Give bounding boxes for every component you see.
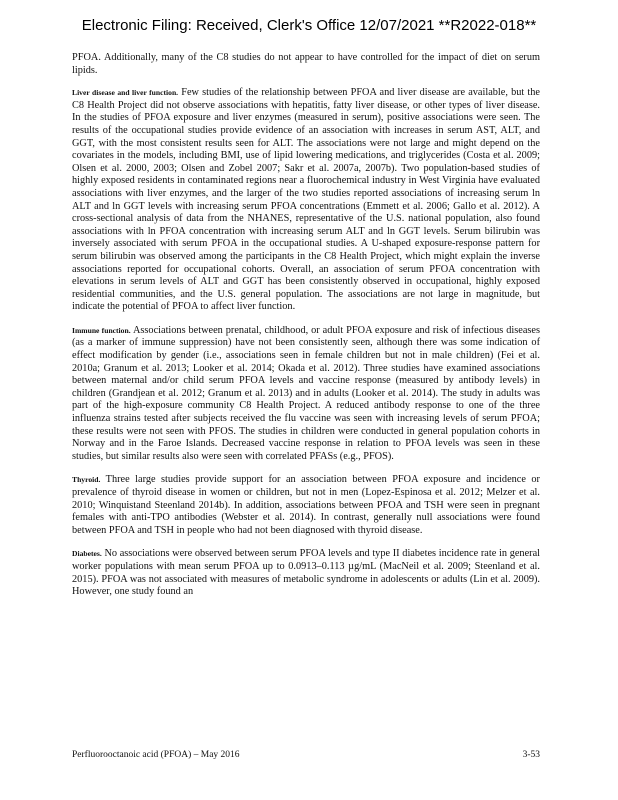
paragraph-text: Few studies of the relationship between PFOA and liver disease are available, but the C8 Health Project did not observe associations with hepatitis, fatty liver disease, or other types of liver disease. In the studies of PFOA exposure and liver enzymes (measured in serum), positive associations were seen. The results of the occupational studies provide evidence of an association with increases in serum AST, ALT, and GGT, with the most consistent results seen for ALT. The associations were not large and might depend on the covariates in the models, including BMI, use of lipid lowering medications, and triglycerides (Costa et al. 2009; Olsen et al. 2000, 2003; Olsen and Zobel 2007; Sakr et al. 2007a, 2007b). Two population-based studies of highly exposed residents in contaminated regions near a fluorochemical industry in West Virginia have evaluated associations with liver enzymes, and the larger of the two studies reported associations of increasing serum ln ALT and ln GGT levels with increasing serum PFOA concentrations (Emmett et al. 2006; Gallo et al. 2012). A cross-sectional analysis of data from the NHANES, representative of the U.S. national population, also found associations with ln PFOA concentration with increasing serum ALT and ln GGT levels. Serum bilirubin was inversely associated with serum PFOA in the occupational studies. A U-shaped exposure-response pattern for serum bilirubin was observed among the participants in the C8 Health Project, which might explain the inverse associations reported for occupational cohorts. Overall, an association of serum PFOA concentration with elevations in serum levels of ALT and GGT has been consistently observed in occupational, highly exposed residential communities, and the U.S. general population. The associations are not large in magnitude, but indicate the potential of PFOA to affect liver function.: [72, 87, 540, 313]
section-heading-immune: Immune function.: [72, 325, 131, 335]
paragraph-text: No associations were observed between serum PFOA levels and type II diabetes incidence rate in general worker populations with mean serum PFOA up to 0.0913–0.113 µg/mL (MacNeil et al. 2009; Steenland et al. 2015). PFOA was not associated with measures of metabolic syndrome in adolescents or adults (Lin et al. 2009). However, one study found an: [72, 548, 540, 598]
filing-header: Electronic Filing: Received, Clerk's Office 12/07/2021 **R2022-018**: [81, 17, 537, 34]
paragraph-immune: [72, 325, 540, 464]
paragraph-diabetes: [72, 548, 540, 598]
paragraph-thyroid: [72, 474, 540, 537]
section-heading-liver: Liver disease and liver function.: [72, 88, 179, 98]
paragraph-liver: [72, 87, 540, 314]
paragraph-text: PFOA. Additionally, many of the C8 studies do not appear to have controlled for the impact of diet on serum lipids.: [72, 52, 540, 76]
section-heading-thyroid: Thyroid.: [72, 475, 101, 485]
paragraph-text: Three large studies provide support for an association between PFOA exposure and incidence or prevalence of thyroid disease in women or children, but not in men (Lopez-Espinosa et al. 2012; Melzer et al. 2010; Winquistand Steenland 2014b). In addition, associations between PFOA and TSH were seen in pregnant females with anti-TPO antibodies (Webster et al. 2014). In contrast, generally null associations were found between PFOA and TSH in people who had not been diagnosed with thyroid disease.: [72, 474, 540, 536]
paragraph-diet: [72, 52, 540, 77]
paragraph-text: Associations between prenatal, childhood, or adult PFOA exposure and risk of infectious diseases (as a marker of immune suppression) have not been consistently seen, although there was some indication of effect modification by gender (i.e., associations seen in female children but not in male children) (Fei et al. 2010a; Granum et al. 2013; Looker et al. 2014; Okada et al. 2012). Three studies have examined associations between maternal and/or child serum PFOA levels and vaccine response (measured by antibody levels) in children (Grandjean et al. 2012; Granum et al. 2013) and in adults (Looker et al. 2014). The study in adults was part of the high-exposure community C8 Health Project. A reduced antibody response to one of the three influenza strains tested after subjects received the flu vaccine was seen with increasing levels of serum PFOA; these results were not seen with PFOS. The studies in children were conducted in general population cohorts in Norway and in the Faroe Islands. Decreased vaccine response in relation to PFOA levels was seen in these studies, but similar results also were seen with correlated PFASs (e.g., PFOS).: [72, 324, 540, 462]
section-heading-diabetes: Diabetes.: [72, 549, 102, 559]
footer-document-title: Perfluorooctanoic acid (PFOA) – May 2016: [72, 750, 240, 760]
page-number: 3-53: [522, 750, 540, 760]
document-body: [72, 52, 540, 610]
